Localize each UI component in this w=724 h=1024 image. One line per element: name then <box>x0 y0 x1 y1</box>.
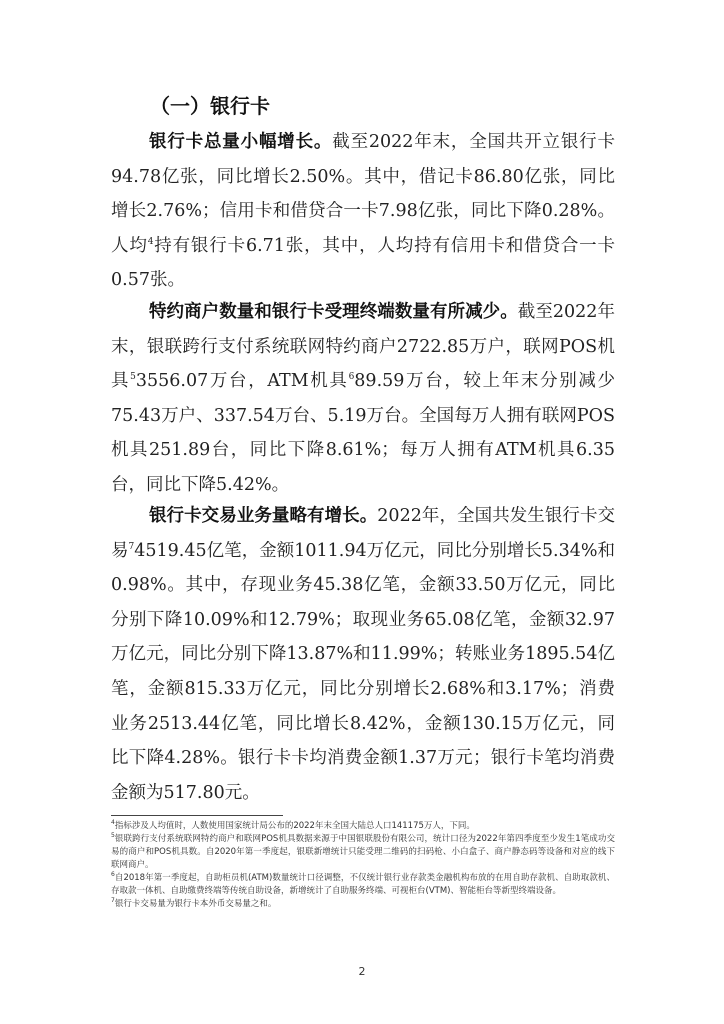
paragraph-text: 截至2022年末，银联跨行支付系统联网特约商户2722.85万户，联网POS机具 <box>111 302 615 392</box>
page-number: 2 <box>358 965 366 978</box>
paragraph-text: 2022年，全国共发生银行卡交易 <box>111 506 615 561</box>
paragraph-text: 截至2022年末，全国共开立银行卡94.78亿张，同比增长2.50%。其中，借记卡86.80亿张，同比增长2.76%；信用卡和借贷合一卡7.98亿张，同比下降0.28%。人均 <box>111 132 615 256</box>
footnote-ref[interactable]: 5 <box>130 372 136 383</box>
footnote-number: 4 <box>111 819 115 827</box>
footnote-number: 7 <box>111 897 115 905</box>
footnote-item <box>111 820 615 833</box>
footnote-divider <box>111 815 283 816</box>
footnote-ref[interactable]: 6 <box>348 372 355 383</box>
footnote-text: 银联跨行支付系统联网特约商户和联网POS机具数据来源于中国银联股份有限公司，统计口径为2022年第四季度至少发生1笔成功交易的商户和POS机具数。自2020年第一季度起，银联新增统计只能受理二维码的扫码枪、小白盒子、商户静态码等设备和对应的线下联网商户。 <box>111 834 615 870</box>
paragraph-text: 4519.45亿笔，金额1011.94万亿元，同比分别增长5.34%和0.98%。其中，存现业务45.38亿笔，金额33.50万亿元，同比分别下降10.09%和12.79%；取现业务65.08亿笔，金额32.97万亿元，同比分别下降13.87%和11.99%；转账业务1895.54亿笔，金额815.33万亿元，同比分别增长2.68%和3.17%；消费业务2513.44亿笔，同比增长8.42%，金额130.15万亿元，同比下降4.28%。银行卡卡均消费金额1.37万元；银行卡笔均消费金额为517.80元。 <box>111 540 616 803</box>
paragraph-lead: 特约商户数量和银行卡受理终端数量有所减少。 <box>149 302 518 322</box>
paragraph-bank-cards <box>111 125 615 298</box>
footnote-ref[interactable]: 7 <box>128 541 135 552</box>
footnotes <box>111 820 615 911</box>
paragraph-text: 持有银行卡6.71张，其中，人均持有信用卡和借贷合一卡0.57张。 <box>111 235 616 291</box>
footnote-item <box>111 833 615 872</box>
paragraph-lead: 银行卡交易业务量略有增长。 <box>149 506 378 526</box>
footnote-number: 5 <box>111 832 115 840</box>
footnote-number: 6 <box>111 871 115 879</box>
footnote-text: 自2018年第一季度起，自助柜员机(ATM)数量统计口径调整，不仅统计银行业存款类金融机构布放的在用自助存款机、自助取款机、存取款一体机、自助缴费终端等传统自助设备，新增统计了自助服务终端、可视柜台(VTM)、智能柜台等新型终端设备。 <box>111 873 615 896</box>
footnote-text: 指标涉及人均值时，人数使用国家统计局公布的2022年末全国大陆总人口141175万人，下同。 <box>114 821 475 831</box>
paragraph-text: 3556.07万台，ATM机具 <box>135 371 349 392</box>
paragraph-merchants-terminals <box>111 295 615 503</box>
footnote-ref[interactable]: 4 <box>147 236 154 247</box>
footnote-text: 银行卡交易量为银行卡本外币交易量之和。 <box>114 899 277 909</box>
section-heading: （一）银行卡 <box>150 94 270 118</box>
paragraph-lead: 银行卡总量小幅增长。 <box>149 132 333 152</box>
paragraph-card-transactions <box>111 499 615 810</box>
footnote-item <box>111 872 615 898</box>
footnote-item <box>111 898 615 911</box>
paragraph-text: 89.59万台，较上年末分别减少75.43万户、337.54万台、5.19万台。全国每万人拥有联网POS机具251.89台，同比下降8.61%；每万人拥有ATM机具6.35台，同比下降5.42%。 <box>111 371 616 495</box>
